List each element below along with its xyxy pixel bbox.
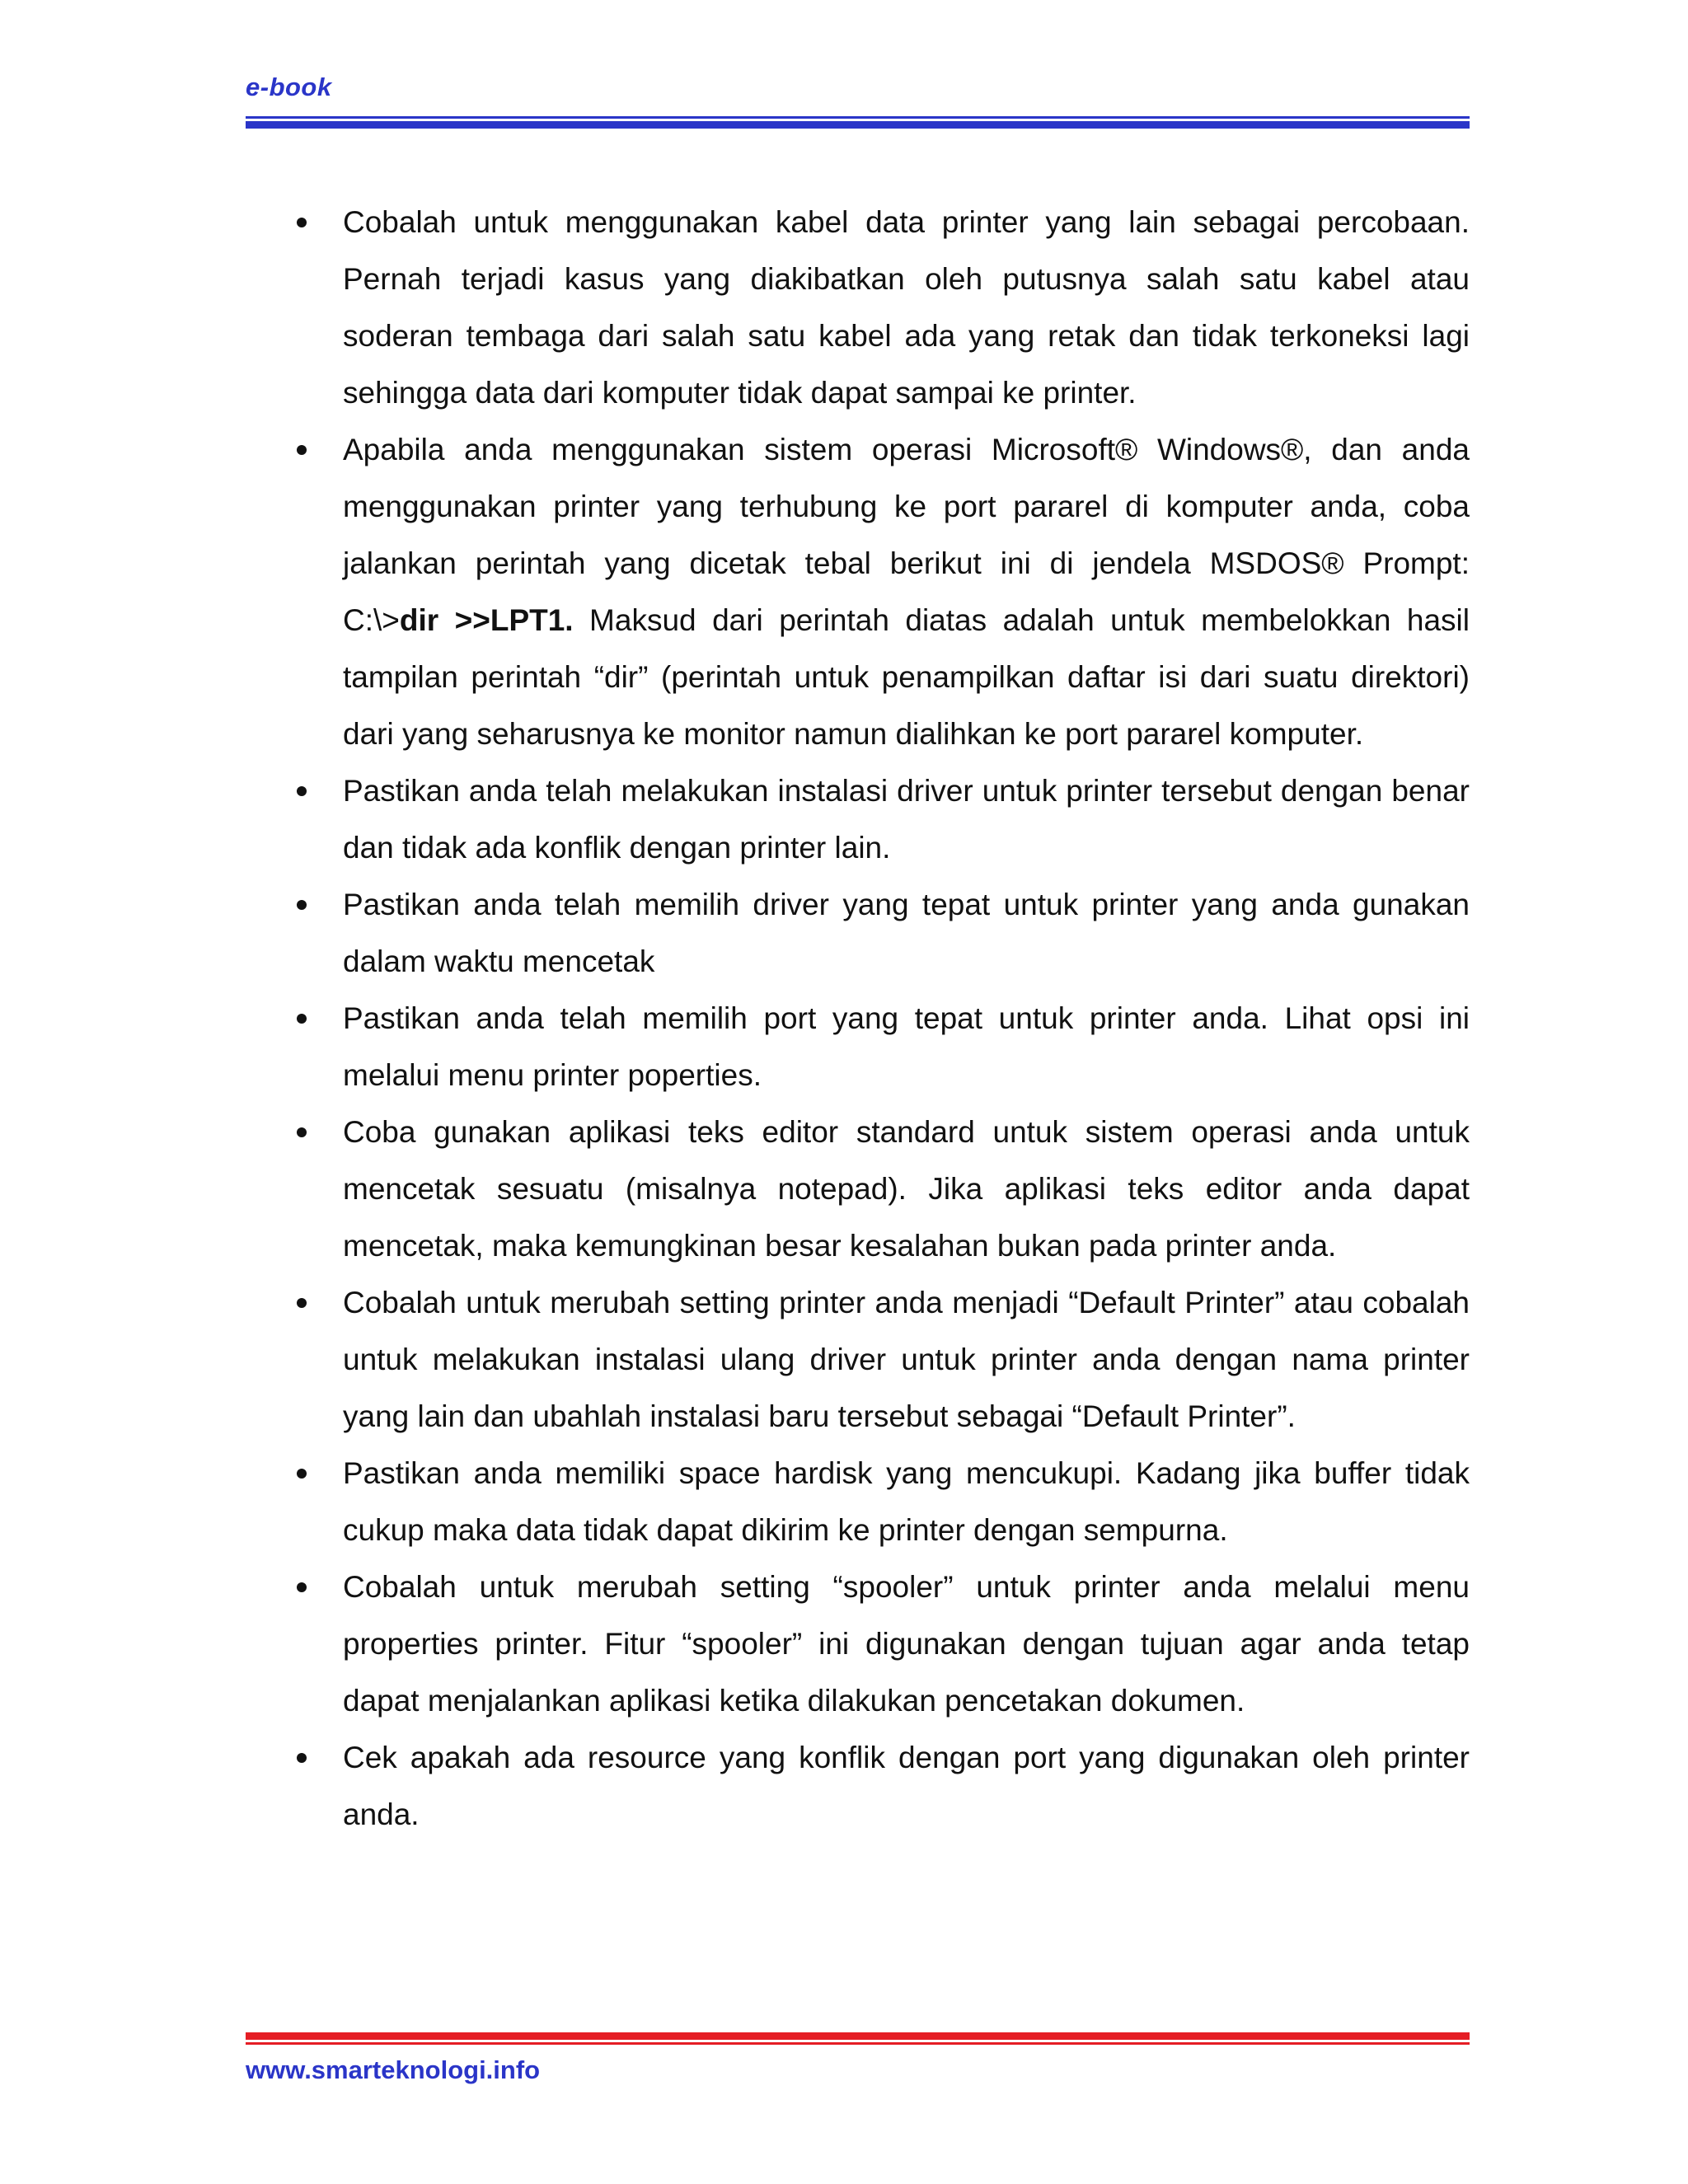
- list-item: [246, 1104, 1470, 1274]
- list-item-text: Cobalah untuk merubah setting printer anda menjadi “Default Printer” atau cobalah untuk melakukan instalasi ulang driver untuk printer anda dengan nama printer yang lain dan ubahlah instalasi baru tersebut sebagai “Default Printer”.: [343, 1286, 1470, 1433]
- bullet-icon: [297, 1469, 307, 1479]
- list-item: [246, 1558, 1470, 1729]
- footer-rule: [246, 2032, 1470, 2046]
- bullet-icon: [297, 1014, 307, 1024]
- list-item: [246, 1274, 1470, 1445]
- bullet-icon: [297, 1298, 307, 1308]
- footer-rule-thin: [246, 2042, 1470, 2045]
- list-item-text: Pastikan anda memiliki space hardisk yang mencukupi. Kadang jika buffer tidak cukup maka data tidak dapat dikirim ke printer dengan sempurna.: [343, 1456, 1470, 1547]
- bullet-icon: [297, 218, 307, 227]
- bullet-icon: [297, 1753, 307, 1763]
- bullet-icon: [297, 900, 307, 910]
- list-item: [246, 421, 1470, 762]
- header-label: e-book: [246, 73, 332, 101]
- header-rule-thin: [246, 116, 1470, 119]
- page-content: [246, 194, 1470, 1843]
- header-rule: [246, 116, 1470, 129]
- list-item-text: Pastikan anda telah melakukan instalasi driver untuk printer tersebut dengan benar dan tidak ada konflik dengan printer lain.: [343, 774, 1470, 865]
- list-item-text: Cobalah untuk menggunakan kabel data printer yang lain sebagai percobaan. Pernah terjadi kasus yang diakibatkan oleh putusnya salah satu kabel atau soderan tembaga dari salah satu kabel ada yang retak dan tidak terkoneksi lagi sehingga data dari komputer tidak dapat sampai ke printer.: [343, 205, 1470, 410]
- bullet-icon: [297, 445, 307, 455]
- bullet-icon: [297, 1127, 307, 1137]
- list-item-text: Cek apakah ada resource yang konflik dengan port yang digunakan oleh printer anda.: [343, 1741, 1470, 1831]
- list-item-text: Cobalah untuk merubah setting “spooler” untuk printer anda melalui menu properties printer. Fitur “spooler” ini digunakan dengan tujuan agar anda tetap dapat menjalankan aplikasi ketika dilakukan pencetakan dokumen.: [343, 1570, 1470, 1718]
- list-item-text: Pastikan anda telah memilih driver yang tepat untuk printer yang anda gunakan dalam waktu mencetak: [343, 888, 1470, 978]
- list-item: [246, 194, 1470, 421]
- list-item: [246, 1729, 1470, 1843]
- list-item: [246, 876, 1470, 990]
- bullet-icon: [297, 1582, 307, 1592]
- footer-rule-thick: [246, 2032, 1470, 2040]
- list-item: [246, 762, 1470, 876]
- list-item-text-after: Maksud dari perintah diatas adalah untuk membelokkan hasil tampilan perintah “dir” (perintah untuk penampilkan daftar isi dari suatu direktori) dari yang seharusnya ke monitor namun dialihkan ke port pararel komputer.: [343, 603, 1470, 751]
- bullet-icon: [297, 786, 307, 796]
- list-item-text-before: Apabila anda menggunakan sistem operasi Microsoft® Windows®, dan anda menggunakan printer yang terhubung ke port pararel di komputer anda, coba jalankan perintah yang dicetak tebal berikut ini di jendela MSDOS® Prompt: C:\>: [343, 433, 1470, 637]
- list-item-text: Pastikan anda telah memilih port yang tepat untuk printer anda. Lihat opsi ini melalui menu printer poperties.: [343, 1001, 1470, 1092]
- bullet-list: [246, 194, 1470, 1843]
- list-item-text: Coba gunakan aplikasi teks editor standard untuk sistem operasi anda untuk mencetak sesuatu (misalnya notepad). Jika aplikasi teks editor anda dapat mencetak, maka kemungkinan besar kesalahan bukan pada printer anda.: [343, 1115, 1470, 1263]
- footer-website-link[interactable]: www.smarteknologi.info: [246, 2055, 541, 2084]
- list-item: [246, 1445, 1470, 1558]
- dos-command-text: dir >>LPT1.: [399, 603, 574, 637]
- list-item: [246, 990, 1470, 1104]
- header-rule-thick: [246, 121, 1470, 129]
